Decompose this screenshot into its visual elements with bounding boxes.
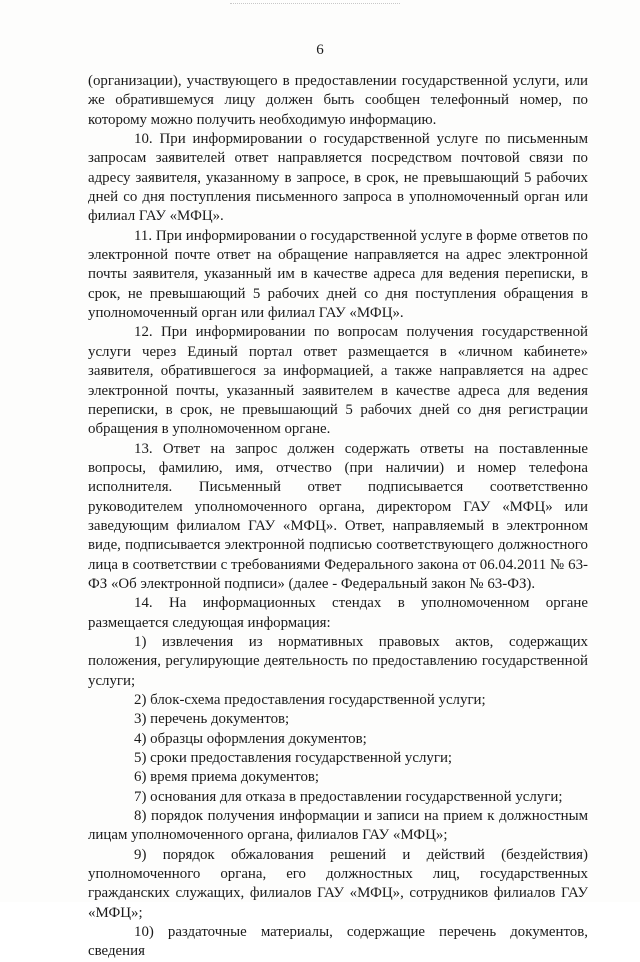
paragraph: 9) порядок обжалования решений и действий (бездействия) уполномоченного органа, его должностных лиц, государственных гражданских служащих, филиалов ГАУ «МФЦ», сотрудников филиалов ГАУ «МФЦ»;	[88, 846, 588, 921]
paragraph: 7) основания для отказа в предоставлении государственной услуги;	[134, 788, 563, 805]
paragraph: 12. При информировании по вопросам получения государственной услуги через Единый портал ответ размещается в «личном кабинете» заявителя, обратившегося за информацией, а также направляется на адрес электронной почты, указанный заявителем в качестве адреса для ведения переписки, в срок, не превышающий 5 рабочих дней со дня регистрации обращения в уполномоченном органе.	[88, 324, 588, 438]
paragraph: 2) блок-схема предоставления государственной услуги;	[134, 692, 486, 708]
paragraph: 13. Ответ на запрос должен содержать ответы на поставленные вопросы, фамилию, имя, отчество (при наличии) и номер телефона исполнителя. Письменный ответ подписывается соответственно руководителем уполномоченного органа, директором ГАУ «МФЦ» или заведующим филиалом ГАУ «МФЦ». Ответ, направляемый в электронном виде, подписывается электронной подписью соответствующего должностного лица в соответствии с требованиями Федерального закона от 06.04.2011 № 63-ФЗ «Об электронной подписи» (далее - Федеральный закон № 63-ФЗ).	[88, 440, 588, 592]
paragraph: 8) порядок получения информации и записи на прием к должностным лицам уполномоченного органа, филиалов ГАУ «МФЦ»;	[88, 808, 588, 844]
paragraph: (организации), участвующего в предоставлении государственной услуги, или же обратившемуся лицу должен быть сообщен телефонный номер, по которому можно получить необходимую информацию.	[88, 73, 588, 128]
paragraph: 14. На информационных стендах в уполномоченном органе размещается следующая информация:	[88, 595, 588, 631]
paragraph: 10) раздаточные материалы, содержащие перечень документов, сведения	[88, 924, 588, 960]
paragraph: 3) перечень документов;	[134, 711, 290, 728]
paragraph: 1) извлечения из нормативных правовых актов, содержащих положения, регулирующие деятельность по предоставлению государственной услуги;	[88, 633, 588, 689]
scan-artifact	[230, 3, 400, 5]
paragraph: 4) образцы оформления документов;	[134, 730, 367, 747]
paragraph: 11. При информировании о государственной услуге в форме ответов по электронной почте ответ на обращение направляется на адрес электронной почты заявителя, указанный им в качестве адреса для ведения переписки, в срок, не превышающий 5 рабочих дней со дня поступления обращения в уполномоченный орган или филиал ГАУ «МФЦ».	[88, 227, 588, 322]
paragraph: 10. При информировании о государственной услуге по письменным запросам заявителей ответ направляется посредством почтовой связи по адресу заявителя, указанному в запросе, в срок, не превышающий 5 рабочих дней со дня поступления письменного запроса в уполномоченный орган или филиал ГАУ «МФЦ».	[88, 131, 588, 225]
page-number: 6	[316, 42, 324, 58]
document-body	[88, 72, 588, 962]
paragraph: 5) сроки предоставления государственной услуги;	[134, 750, 453, 767]
paragraph: 6) время приема документов;	[134, 769, 320, 786]
